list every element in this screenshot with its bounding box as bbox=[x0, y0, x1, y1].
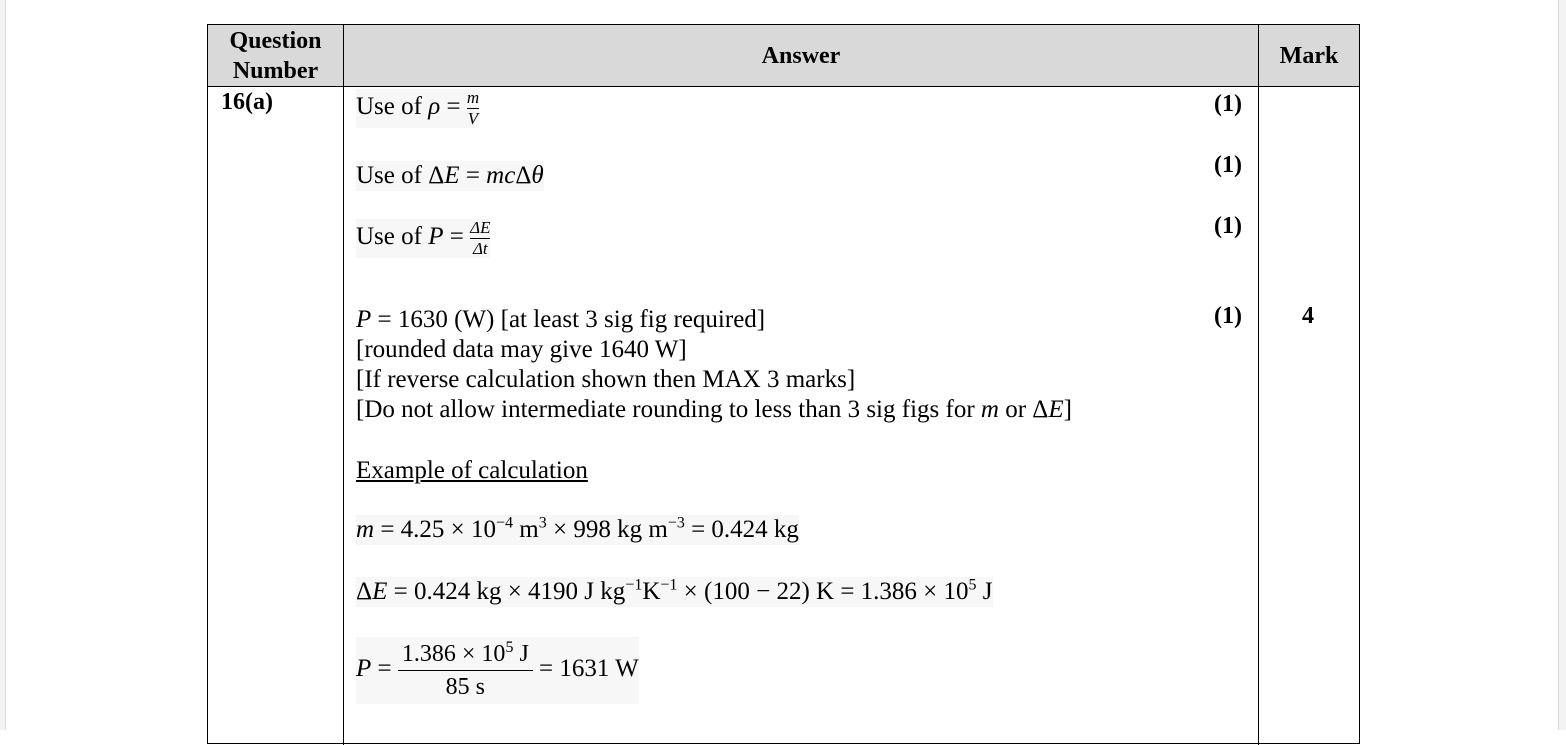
window-left-edge bbox=[0, 0, 6, 730]
header-answer: Answer bbox=[761, 42, 841, 69]
calc-power: P = $\frac{1.386 \times 10^5 J}{85 s}$ = 1631 W bbox=[356, 637, 639, 704]
calc-mass: $m = 4.25 \times 10^{-4}$ $m^3 \times 998$ kg $m^{-3} = 0.424$ kg bbox=[356, 514, 799, 543]
mark-line-3: (1) bbox=[1214, 213, 1242, 239]
column-divider bbox=[1258, 25, 1259, 745]
note-reverse: [If reverse calculation shown then MAX 3 marks] bbox=[356, 366, 856, 393]
note-rounded: [rounded data may give 1640 W] bbox=[356, 336, 687, 363]
example-heading: Example of calculation bbox=[356, 457, 588, 484]
total-mark: 4 bbox=[1302, 303, 1314, 329]
answer-line-density: Use of ρ = $\frac{m}{V}$ bbox=[356, 88, 480, 128]
mark-line-4: (1) bbox=[1214, 303, 1242, 329]
mark-line-2: (1) bbox=[1214, 152, 1242, 178]
question-number: 16(a) bbox=[221, 89, 273, 115]
answer-line-energy: Use of ΔE = mcΔθ bbox=[356, 162, 544, 189]
window-right-edge bbox=[1558, 0, 1566, 730]
note-intermediate: [Do not allow intermediate rounding to less than 3 sig figs for m or ΔE] bbox=[356, 396, 1072, 423]
header-mark: Mark bbox=[1279, 42, 1339, 69]
header-question-number: Question Number bbox=[229, 27, 322, 84]
answer-line-result: P = 1630 (W) [at least 3 sig fig required] bbox=[356, 306, 766, 333]
calc-energy: ΔE = 0.424 kg × 4190 J $kg^{-1}K^{-1} \times (100 - 22) K = 1.386 \times 10^5$ J bbox=[356, 576, 993, 605]
mark-line-1: (1) bbox=[1214, 91, 1242, 117]
answer-line-power: Use of P = $\frac{\Delta E}{\Delta t}$ bbox=[356, 218, 491, 258]
column-divider bbox=[343, 25, 344, 745]
mark-scheme-table bbox=[207, 24, 1360, 744]
